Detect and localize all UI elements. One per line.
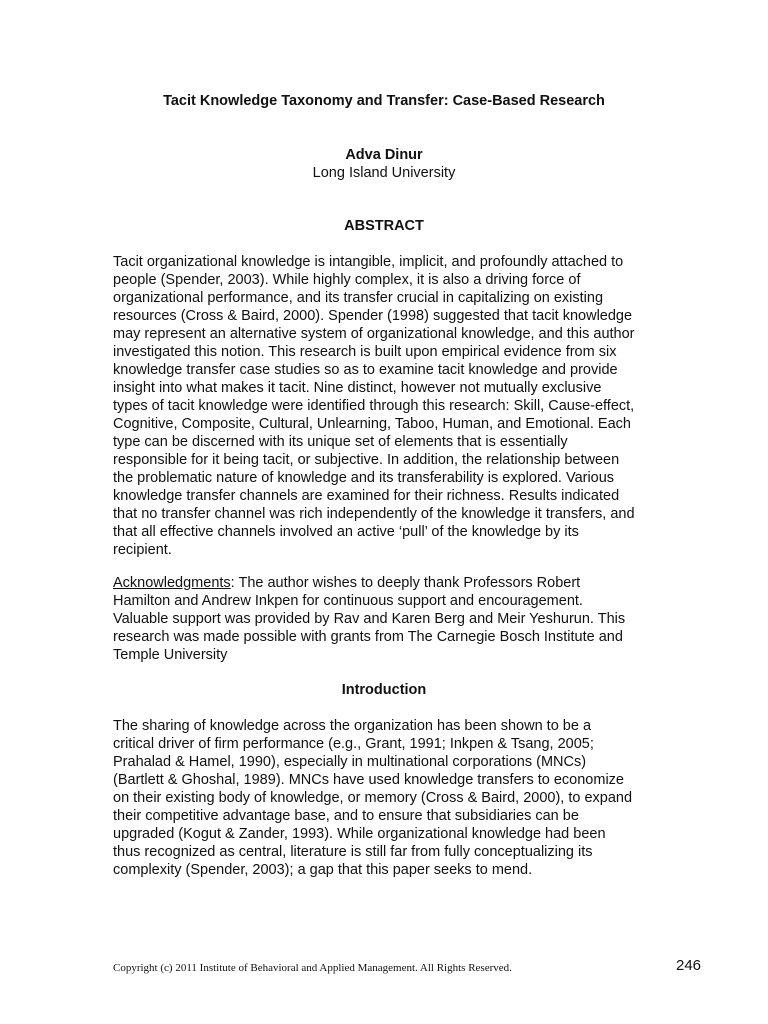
author-affiliation: Long Island University <box>312 165 456 181</box>
intro-line: on their existing body of knowledge, or memory (Cross & Baird, 2000), to expand <box>113 790 633 806</box>
page-number: 246 <box>676 957 702 974</box>
ack-line: Hamilton and Andrew Inkpen for continuous support and encouragement. <box>113 593 583 609</box>
paper-title: Tacit Knowledge Taxonomy and Transfer: Case-Based Research <box>163 93 605 109</box>
abstract-line: types of tacit knowledge were identified through this research: Skill, Cause-effect, <box>113 398 635 414</box>
abstract-line: Tacit organizational knowledge is intangible, implicit, and profoundly attached to <box>113 254 624 270</box>
abstract-line: that no transfer channel was rich independently of the knowledge it transfers, and <box>113 506 635 522</box>
intro-line: The sharing of knowledge across the organization has been shown to be a <box>113 718 592 734</box>
copyright-footer: Copyright (c) 2011 Institute of Behavioral and Applied Management. All Rights Reserved. <box>113 962 512 974</box>
abstract-line: knowledge transfer case studies so as to examine tacit knowledge and provide <box>113 362 618 378</box>
abstract-line: the problematic nature of knowledge and its transferability is explored. Various <box>113 470 615 486</box>
introduction-heading: Introduction <box>341 682 427 698</box>
abstract-line: recipient. <box>113 542 172 558</box>
intro-line: their competitive advantage base, and to ensure that subsidiaries can be <box>113 808 579 824</box>
abstract-line: insight into what makes it tacit. Nine distinct, however not mutually exclusive <box>113 380 602 396</box>
abstract-line: knowledge transfer channels are examined for their richness. Results indicated <box>113 488 620 504</box>
abstract-line: organizational performance, and its transfer crucial in capitalizing on existing <box>113 290 604 306</box>
abstract-line: that all effective channels involved an active ‘pull’ of the knowledge by its <box>113 524 579 540</box>
author-name: Adva Dinur <box>345 147 423 163</box>
acknowledgments-paragraph <box>113 574 673 664</box>
abstract-line: type can be discerned with its unique set of elements that is essentially <box>113 434 568 450</box>
intro-line: critical driver of firm performance (e.g., Grant, 1991; Inkpen & Tsang, 2005; <box>113 736 594 752</box>
abstract-paragraph <box>113 253 673 559</box>
ack-first-line-text: : The author wishes to deeply thank Professors Robert <box>230 575 581 591</box>
intro-line: (Bartlett & Ghoshal, 1989). MNCs have used knowledge transfers to economize <box>113 772 624 788</box>
intro-line: upgraded (Kogut & Zander, 1993). While organizational knowledge had been <box>113 826 606 842</box>
abstract-line: may represent an alternative system of organizational knowledge, and this author <box>113 326 635 342</box>
abstract-line: people (Spender, 2003). While highly complex, it is also a driving force of <box>113 272 581 288</box>
intro-line: Prahalad & Hamel, 1990), especially in multinational corporations (MNCs) <box>113 754 587 770</box>
abstract-heading: ABSTRACT <box>344 218 424 234</box>
introduction-paragraph <box>113 717 673 879</box>
intro-line: complexity (Spender, 2003); a gap that this paper seeks to mend. <box>113 862 533 878</box>
ack-line <box>113 574 673 592</box>
ack-line: research was made possible with grants from The Carnegie Bosch Institute and <box>113 629 623 645</box>
ack-line: Valuable support was provided by Rav and Karen Berg and Meir Yeshurun. This <box>113 611 626 627</box>
abstract-line: resources (Cross & Baird, 2000). Spender (1998) suggested that tacit knowledge <box>113 308 633 324</box>
ack-line: Temple University <box>113 647 228 663</box>
ack-label: Acknowledgments <box>113 575 231 591</box>
abstract-line: Cognitive, Composite, Cultural, Unlearning, Taboo, Human, and Emotional. Each <box>113 416 631 432</box>
intro-line: thus recognized as central, literature is still far from fully conceptualizing its <box>113 844 593 860</box>
abstract-line: responsible for it being tacit, or subjective. In addition, the relationship between <box>113 452 620 468</box>
abstract-line: investigated this notion. This research is built upon empirical evidence from six <box>113 344 617 360</box>
